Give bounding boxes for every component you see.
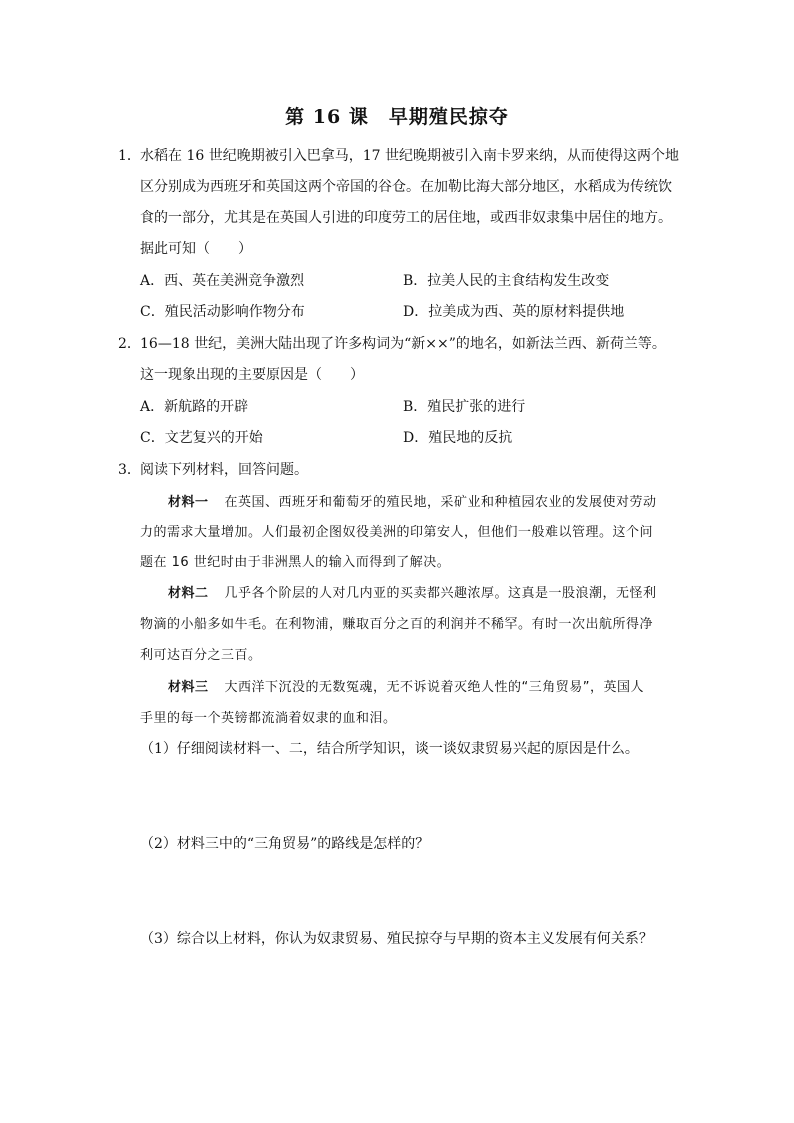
material-2-line-3: 利可达百分之三百。 (140, 648, 262, 663)
material-1-line-3: 题在 16 世纪时由于非洲黑人的输入而得到了解决。 (140, 555, 451, 570)
q2-line-1: 16—18 世纪，美洲大陆出现了许多构词为“新××”的地名，如新法兰西、新荷兰等。 (140, 336, 666, 352)
q1-option-a[interactable]: A．西、英在美洲竞争激烈 (140, 273, 305, 289)
material-1-line-1 (168, 491, 657, 510)
material-1-label: 材料一 (168, 495, 209, 510)
q2-number: 2． (118, 336, 141, 352)
q1-number: 1． (118, 148, 141, 164)
q2-option-d[interactable]: D．殖民地的反抗 (403, 430, 513, 446)
q1-line-1: 水稻在 16 世纪晚期被引入巴拿马，17 世纪晚期被引入南卡罗来纳，从而使得这两个地 (140, 148, 679, 164)
material-2-label: 材料二 (168, 586, 209, 601)
material-2-text-1: 几乎各个阶层的人对几内亚的买卖都兴趣浓厚。这真是一股浪潮，无怪利 (224, 586, 657, 601)
material-3-label: 材料三 (168, 680, 209, 695)
q2-option-a[interactable]: A．新航路的开辟 (140, 399, 249, 415)
material-1-text-1: 在英国、西班牙和葡萄牙的殖民地，采矿业和种植园农业的发展使对劳动 (224, 495, 657, 510)
q2-line-2: 这一现象出现的主要原因是（ ） (140, 367, 364, 383)
q1-option-c[interactable]: C．殖民活动影响作物分布 (140, 304, 305, 320)
q1-option-d[interactable]: D．拉美成为西、英的原材料提供地 (403, 304, 625, 320)
q1-line-3: 食的一部分，尤其是在英国人引进的印度劳工的居住地，或西非奴隶集中居住的地方。 (140, 210, 672, 226)
page-title: 第 16 课 早期殖民掠夺 (285, 106, 509, 128)
material-1-line-2: 力的需求大量增加。人们最初企图奴役美洲的印第安人，但他们一般难以管理。这个问 (140, 525, 654, 540)
material-2-line-2: 物滴的小船多如牛毛。在利物浦，赚取百分之百的利润并不稀罕。有时一次出航所得净 (140, 617, 654, 632)
q3-sub-question-2: （2）材料三中的“三角贸易”的路线是怎样的？ (140, 836, 430, 852)
q3-number: 3． (118, 462, 141, 478)
q3-sub-question-3: （3）综合以上材料，你认为奴隶贸易、殖民掠夺与早期的资本主义发展有何关系？ (140, 931, 653, 947)
q1-option-b[interactable]: B．拉美人民的主食结构发生改变 (403, 273, 610, 289)
material-2-line-1 (168, 582, 657, 601)
material-3-line-1 (168, 676, 644, 695)
q1-line-4: 据此可知（ ） (140, 241, 252, 257)
q2-option-c[interactable]: C．文艺复兴的开始 (140, 430, 263, 446)
q3-intro: 阅读下列材料，回答问题。 (140, 462, 308, 478)
q1-line-2: 区分别成为西班牙和英国这两个帝国的谷仓。在加勒比海大部分地区，水稻成为传统饮 (140, 179, 672, 195)
material-3-line-2: 手里的每一个英镑都流淌着奴隶的血和泪。 (140, 711, 397, 726)
material-3-text-1: 大西洋下沉没的无数冤魂，无不诉说着灭绝人性的“三角贸易”，英国人 (224, 680, 644, 695)
q3-sub-question-1: （1）仔细阅读材料一、二，结合所学知识，谈一谈奴隶贸易兴起的原因是什么。 (140, 741, 639, 757)
q2-option-b[interactable]: B．殖民扩张的进行 (403, 399, 526, 415)
